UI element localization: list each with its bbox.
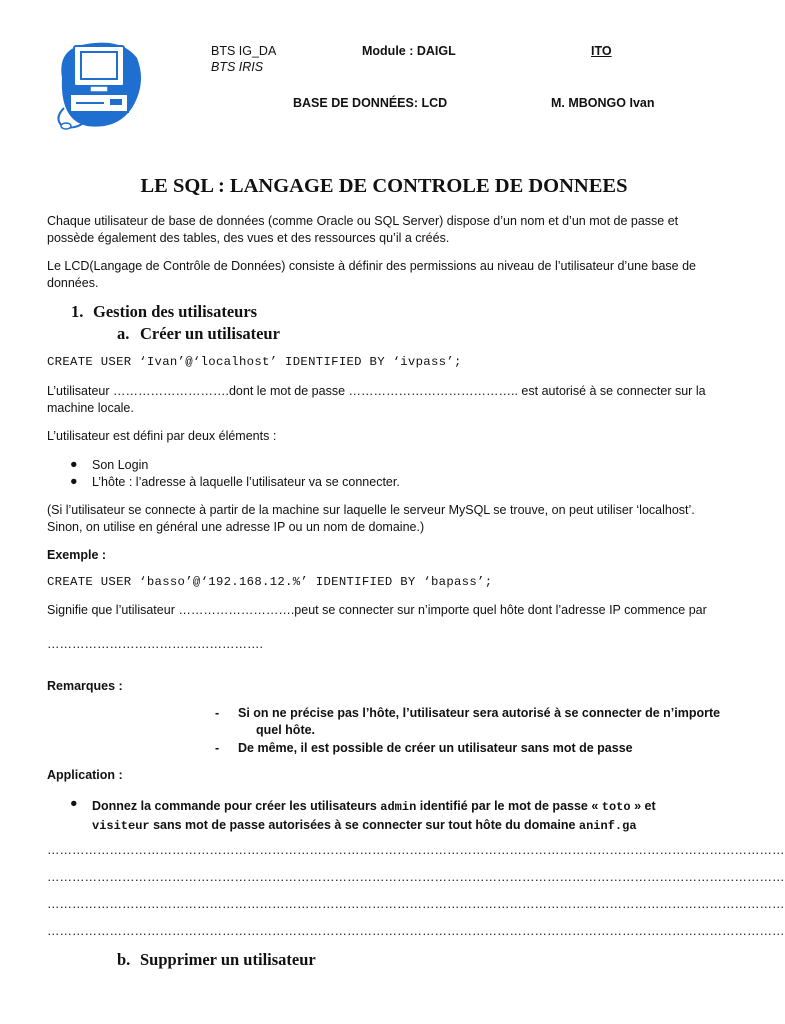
bullet-dot: ● xyxy=(70,796,78,810)
remarques-label: Remarques : xyxy=(47,679,123,693)
application-text: identifié par le mot de passe « xyxy=(416,799,602,813)
school-line-1: BTS IG_DA xyxy=(211,44,277,58)
code-visiteur: visiteur xyxy=(92,819,150,833)
remark-text: Si on ne précise pas l’hôte, l’utilisateur sera autorisé à se connecter de n’importe xyxy=(238,706,721,720)
module-label: Module : DAIGL xyxy=(362,44,456,58)
subsection-a-heading: Créer un utilisateur xyxy=(140,324,280,343)
bullet-dot: ● xyxy=(70,474,78,488)
remark-dash: - xyxy=(215,706,220,720)
application-text: sans mot de passe autorisées à se connecter sur tout hôte du domaine xyxy=(149,818,579,832)
defined-by-text: L’utilisateur est défini par deux éléments : xyxy=(47,429,277,443)
section-heading: Gestion des utilisateurs xyxy=(93,302,258,321)
application-instruction xyxy=(92,797,692,835)
subsection-b-label: b. xyxy=(117,950,131,969)
application-label: Application : xyxy=(47,768,123,782)
code-domain: aninf.ga xyxy=(578,819,637,833)
application-text: Donnez la commande pour créer les utilisateurs xyxy=(92,799,381,813)
computer-logo-icon xyxy=(52,38,144,132)
intro-paragraph-2: Le LCD(Langage de Contrôle de Données) consiste à définir des permissions au niveau de l’utilisateur d’une base de données. xyxy=(47,259,697,290)
signifie-sentence: Signifie que l’utilisateur ……………………….peut se connecter sur n’importe quel hôte dont l’adresse IP commence par xyxy=(47,603,707,617)
school-line-2: BTS IRIS xyxy=(211,60,264,74)
intro-paragraph-1: Chaque utilisateur de base de données (comme Oracle ou SQL Server) dispose d’un nom et d’un mot de passe et possède également des tables, des vues et des ressources qu’il a créés. xyxy=(47,214,679,245)
page-title: LE SQL : LANGAGE DE CONTROLE DE DONNEES xyxy=(140,175,628,197)
answer-line: …………………………………………………………………………………………………………………………………………………………… xyxy=(47,870,785,884)
section-number: 1. xyxy=(71,302,84,321)
code-toto: toto xyxy=(601,800,631,814)
application-text: » et xyxy=(630,799,656,813)
example-label: Exemple : xyxy=(47,548,107,562)
remark-text: De même, il est possible de créer un utilisateur sans mot de passe xyxy=(238,741,633,755)
bullet-dot: ● xyxy=(70,457,78,471)
answer-line: …………………………………………………………………………………………………………………………………………………………… xyxy=(47,924,785,938)
remark-dash: - xyxy=(215,741,220,755)
subsection-a-label: a. xyxy=(117,324,130,343)
fill-in-sentence-1: L’utilisateur ……………………….dont le mot de passe ………………………………….. est autorisé à se connecter sur la machine locale. xyxy=(47,384,706,415)
code-create-user-1: CREATE USER ‘Ivan’@‘localhost’ IDENTIFIED BY ‘ivpass’; xyxy=(47,355,462,369)
subsection-b-heading: Supprimer un utilisateur xyxy=(140,950,316,969)
bullet-item: L’hôte : l’adresse à laquelle l’utilisateur va se connecter. xyxy=(92,475,400,489)
teacher-label: M. MBONGO Ivan xyxy=(551,96,655,110)
note-paragraph: (Si l’utilisateur se connecte à partir de la machine sur laquelle le serveur MySQL se trouve, on peut utiliser ‘localhost’. Sinon, on utilise en général une adresse IP ou un nom de domaine.) xyxy=(47,503,695,534)
signifie-dots: ……………………………………………. xyxy=(47,637,263,651)
ito-label: ITO xyxy=(591,44,612,58)
bullet-item: Son Login xyxy=(92,458,149,472)
answer-line: …………………………………………………………………………………………………………………………………………………………… xyxy=(47,897,785,911)
subject-label: BASE DE DONNÉES: LCD xyxy=(293,96,448,110)
answer-line: …………………………………………………………………………………………………………………………………………………………… xyxy=(47,843,785,857)
code-admin: admin xyxy=(380,800,417,814)
remark-continuation: quel hôte. xyxy=(256,723,316,737)
code-create-user-2: CREATE USER ‘basso’@‘192.168.12.%’ IDENTIFIED BY ‘bapass’; xyxy=(47,575,493,589)
